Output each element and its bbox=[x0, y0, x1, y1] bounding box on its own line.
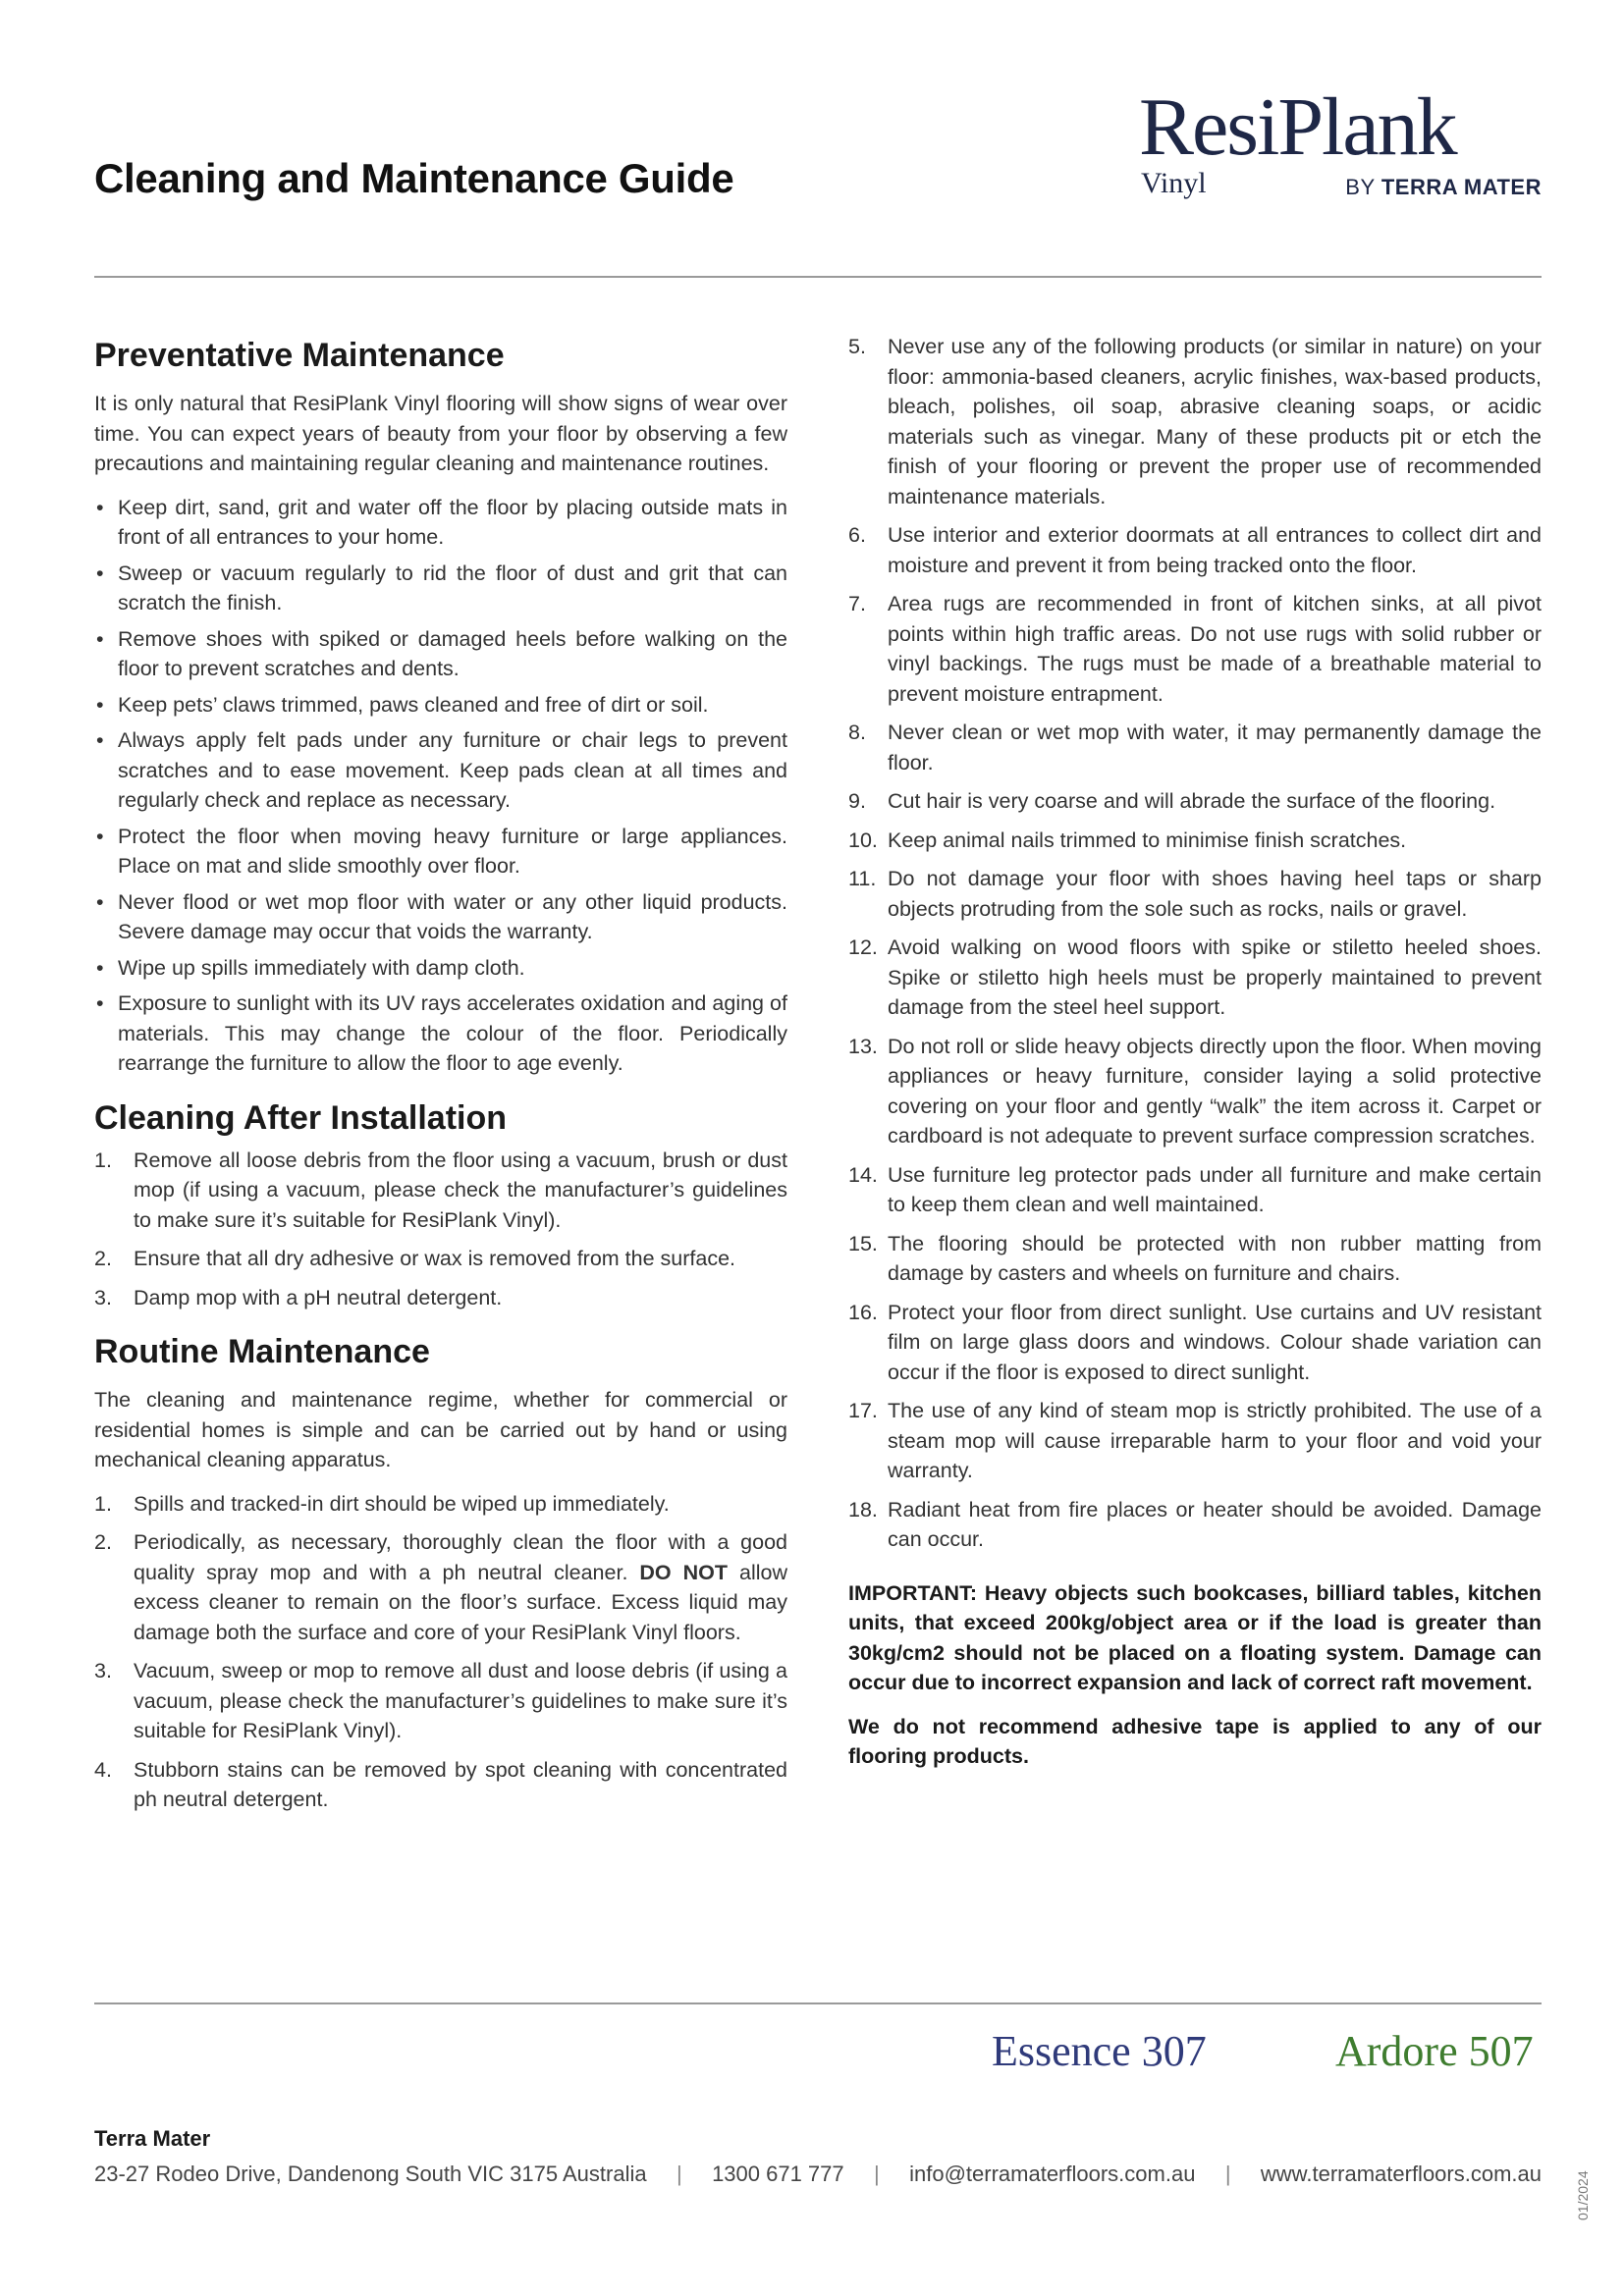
footer-email: info@terramaterfloors.com.au bbox=[909, 2162, 1196, 2186]
logo-by-brand: TERRA MATER bbox=[1380, 175, 1542, 199]
page-title: Cleaning and Maintenance Guide bbox=[94, 155, 734, 201]
item-number: 13. bbox=[848, 1034, 878, 1058]
product-name-ardore: Ardore 507 bbox=[1335, 2027, 1534, 2075]
list-item bbox=[848, 520, 1542, 580]
important-notice-load: IMPORTANT: Heavy objects such bookcases, billiard tables, kitchen units, that exceed 200kg/object area or if the load is greater than 30kg/cm2 should not be placed on a floating system. Damage can occur due to incorrect expansion and lack of correct raft movement. bbox=[848, 1580, 1542, 1694]
list-item bbox=[848, 332, 1542, 511]
list-item: • Keep dirt, sand, grit and water off the floor by placing outside mats in front of all entrances to your home. bbox=[94, 493, 787, 553]
section-heading-preventative: Preventative Maintenance bbox=[94, 337, 505, 374]
item-text: Use furniture leg protector pads under all furniture and make certain to keep them clean and well maintained. bbox=[888, 1162, 1542, 1216]
document-version-code: 01/2024 bbox=[1575, 2170, 1591, 2220]
list-item bbox=[94, 1146, 787, 1236]
list-item bbox=[94, 1755, 787, 1815]
footer-separator: | bbox=[1224, 2162, 1231, 2186]
product-name-essence: Essence 307 bbox=[992, 2027, 1207, 2075]
routine-intro: The cleaning and maintenance regime, whether for commercial or residential homes is simple and can be carried out by hand or using mechanical cleaning apparatus. bbox=[94, 1388, 787, 1471]
item-number: 11. bbox=[848, 867, 877, 890]
item-text: Never clean or wet mop with water, it may permanently damage the floor. bbox=[888, 721, 1542, 774]
footer-website: www.terramaterfloors.com.au bbox=[1260, 2162, 1542, 2186]
list-item: • Exposure to sunlight with its UV rays accelerates oxidation and aging of materials. This may change the colour of the floor. Periodically rearrange the furniture to allow the floor to age evenly. bbox=[94, 988, 787, 1079]
item-number: 4. bbox=[94, 1757, 112, 1782]
list-item bbox=[94, 1527, 787, 1647]
item-number: 2. bbox=[94, 1530, 112, 1554]
important-notice bbox=[848, 1578, 1542, 1772]
item-number: 1. bbox=[94, 1148, 112, 1172]
item-text: Do not roll or slide heavy objects directly upon the floor. When moving appliances or heavy furniture, consider laying a solid protective covering on your floor and gently “walk” the item across it. Carpet or cardboard is not adequate to prevent surface compression scratches. bbox=[888, 1034, 1542, 1148]
item-text: Use interior and exterior doormats at all entrances to collect dirt and moisture and prevent it from being tracked onto the floor. bbox=[888, 523, 1542, 577]
item-text: Never use any of the following products (or similar in nature) on your floor: ammonia-based cleaners, acrylic finishes, wax-based products, bleach, polishes, oil soap, abrasive cleaning soaps, or acidic materials such as vinegar. Many of these products pit or etch the finish of your flooring or prevent the proper use of recommended maintenance materials. bbox=[888, 335, 1542, 508]
section-heading-routine: Routine Maintenance bbox=[94, 1333, 430, 1370]
list-item bbox=[848, 786, 1542, 817]
footer-separator: | bbox=[676, 2162, 682, 2186]
item-number: 15. bbox=[848, 1231, 878, 1255]
item-text: The use of any kind of steam mop is strictly prohibited. The use of a steam mop will cause irreparable harm to your floor and void your warranty. bbox=[888, 1399, 1542, 1482]
footer-divider bbox=[94, 2002, 1542, 2004]
item-text: Area rugs are recommended in front of kitchen sinks, at all pivot points within high traffic areas. Do not use rugs with solid rubber or vinyl backings. The rugs must be made of a breathable material to prevent moisture entrapment. bbox=[888, 592, 1542, 706]
section-heading-after-installation: Cleaning After Installation bbox=[94, 1098, 508, 1137]
list-item bbox=[848, 933, 1542, 1023]
list-item bbox=[848, 826, 1542, 856]
item-text-post: allow excess cleaner to remain on the floor’s surface. Excess liquid may damage both the surface and core of your ResiPlank Vinyl floors. bbox=[134, 1560, 788, 1644]
preventative-bullet-list bbox=[94, 493, 787, 1079]
item-number: 3. bbox=[94, 1659, 112, 1682]
item-text: The flooring should be protected with non rubber matting from damage by casters and wheels on furniture and chairs. bbox=[888, 1231, 1542, 1285]
list-item: • Never flood or wet mop floor with water or any other liquid products. Severe damage may occur that voids the warranty. bbox=[94, 887, 787, 947]
item-number: 14. bbox=[848, 1162, 878, 1187]
list-item: • Protect the floor when moving heavy furniture or large appliances. Place on mat and slide smoothly over floor. bbox=[94, 822, 787, 881]
item-number: 5. bbox=[848, 335, 866, 358]
item-number: 9. bbox=[848, 789, 866, 813]
list-item bbox=[848, 1160, 1542, 1220]
item-number: 7. bbox=[848, 592, 866, 615]
item-number: 1. bbox=[94, 1491, 112, 1516]
list-item bbox=[848, 1229, 1542, 1289]
preventative-intro: It is only natural that ResiPlank Vinyl flooring will show signs of wear over time. You can expect years of beauty from your floor by observing a few precautions and maintaining regular cleaning and maintenance routines. bbox=[94, 392, 787, 475]
logo-by-prefix: BY bbox=[1345, 175, 1376, 199]
logo-byline bbox=[1345, 177, 1542, 198]
list-item: • Remove shoes with spiked or damaged heels before walking on the floor to prevent scratches and dents. bbox=[94, 624, 787, 684]
logo-subtitle: Vinyl bbox=[1141, 167, 1207, 199]
list-item bbox=[848, 1032, 1542, 1151]
item-text: Cut hair is very coarse and will abrade the surface of the flooring. bbox=[888, 789, 1496, 813]
right-column bbox=[848, 332, 1542, 1786]
item-number: 3. bbox=[94, 1285, 112, 1309]
important-notice-tape: We do not recommend adhesive tape is applied to any of our flooring products. bbox=[848, 1714, 1542, 1768]
list-item bbox=[848, 864, 1542, 924]
item-number: 8. bbox=[848, 721, 866, 744]
footer-company: Terra Mater bbox=[94, 2126, 211, 2151]
list-item bbox=[94, 1656, 787, 1746]
logo-wordmark: ResiPlank bbox=[1139, 81, 1456, 173]
item-text: Protect your floor from direct sunlight. Use curtains and UV resistant film on large glass doors and windows. Colour shade variation can occur if the floor is exposed to direct sunlight. bbox=[888, 1300, 1542, 1384]
item-number: 10. bbox=[848, 828, 878, 852]
routine-list bbox=[94, 1489, 787, 1815]
list-item: • Sweep or vacuum regularly to rid the floor of dust and grit that can scratch the finish. bbox=[94, 559, 787, 618]
list-item bbox=[848, 1298, 1542, 1388]
item-number: 16. bbox=[848, 1300, 878, 1324]
item-text: Spills and tracked-in dirt should be wiped up immediately. bbox=[134, 1491, 670, 1516]
item-text-pre: Periodically, as necessary, thoroughly clean the floor with a good quality spray mop and with a ph neutral cleaner. bbox=[134, 1530, 787, 1584]
item-text: Stubborn stains can be removed by spot cleaning with concentrated ph neutral detergent. bbox=[134, 1757, 787, 1811]
item-text: Damp mop with a pH neutral detergent. bbox=[134, 1285, 503, 1309]
resiplank-logo bbox=[1139, 81, 1542, 204]
header-divider bbox=[94, 276, 1542, 278]
footer-contact-line bbox=[94, 2162, 1542, 2187]
list-item bbox=[94, 1244, 787, 1274]
item-text: Do not damage your floor with shoes having heel taps or sharp objects protruding from the sole such as rocks, nails or gravel. bbox=[888, 867, 1542, 921]
list-item: • Always apply felt pads under any furniture or chair legs to prevent scratches and to ease movement. Keep pads clean at all times and regularly check and replace as necessary. bbox=[94, 725, 787, 816]
left-column bbox=[94, 334, 787, 1824]
footer-address: 23-27 Rodeo Drive, Dandenong South VIC 3175 Australia bbox=[94, 2162, 647, 2186]
list-item: • Keep pets’ claws trimmed, paws cleaned and free of dirt or soil. bbox=[94, 690, 787, 721]
after-installation-list bbox=[94, 1146, 787, 1313]
item-text: Ensure that all dry adhesive or wax is removed from the surface. bbox=[134, 1247, 736, 1270]
maintenance-continued-list bbox=[848, 332, 1542, 1555]
item-text: Keep animal nails trimmed to minimise finish scratches. bbox=[888, 828, 1407, 852]
item-text: Vacuum, sweep or mop to remove all dust and loose debris (if using a vacuum, please check the manufacturer’s guidelines to make sure it’s suitable for ResiPlank Vinyl). bbox=[134, 1659, 787, 1742]
list-item bbox=[848, 718, 1542, 777]
footer-phone: 1300 671 777 bbox=[712, 2162, 844, 2186]
item-number: 17. bbox=[848, 1399, 878, 1422]
list-item: • Wipe up spills immediately with damp cloth. bbox=[94, 953, 787, 984]
item-number: 18. bbox=[848, 1497, 878, 1522]
list-item bbox=[848, 1396, 1542, 1486]
item-text: Radiant heat from fire places or heater should be avoided. Damage can occur. bbox=[888, 1497, 1542, 1551]
list-item bbox=[848, 1495, 1542, 1555]
item-number: 12. bbox=[848, 935, 878, 959]
item-number: 6. bbox=[848, 523, 866, 547]
list-item bbox=[94, 1489, 787, 1520]
item-text: Remove all loose debris from the floor using a vacuum, brush or dust mop (if using a vacuum, please check the manufacturer’s guidelines to make sure it’s suitable for ResiPlank Vinyl). bbox=[134, 1148, 787, 1232]
item-text-emphasis: DO NOT bbox=[639, 1560, 729, 1584]
list-item bbox=[848, 589, 1542, 709]
item-text: Avoid walking on wood floors with spike or stiletto heeled shoes. Spike or stiletto high heels must be properly maintained to prevent damage from the steel heel support. bbox=[888, 935, 1542, 1019]
item-number: 2. bbox=[94, 1247, 112, 1270]
list-item bbox=[94, 1283, 787, 1313]
footer-separator: | bbox=[874, 2162, 880, 2186]
